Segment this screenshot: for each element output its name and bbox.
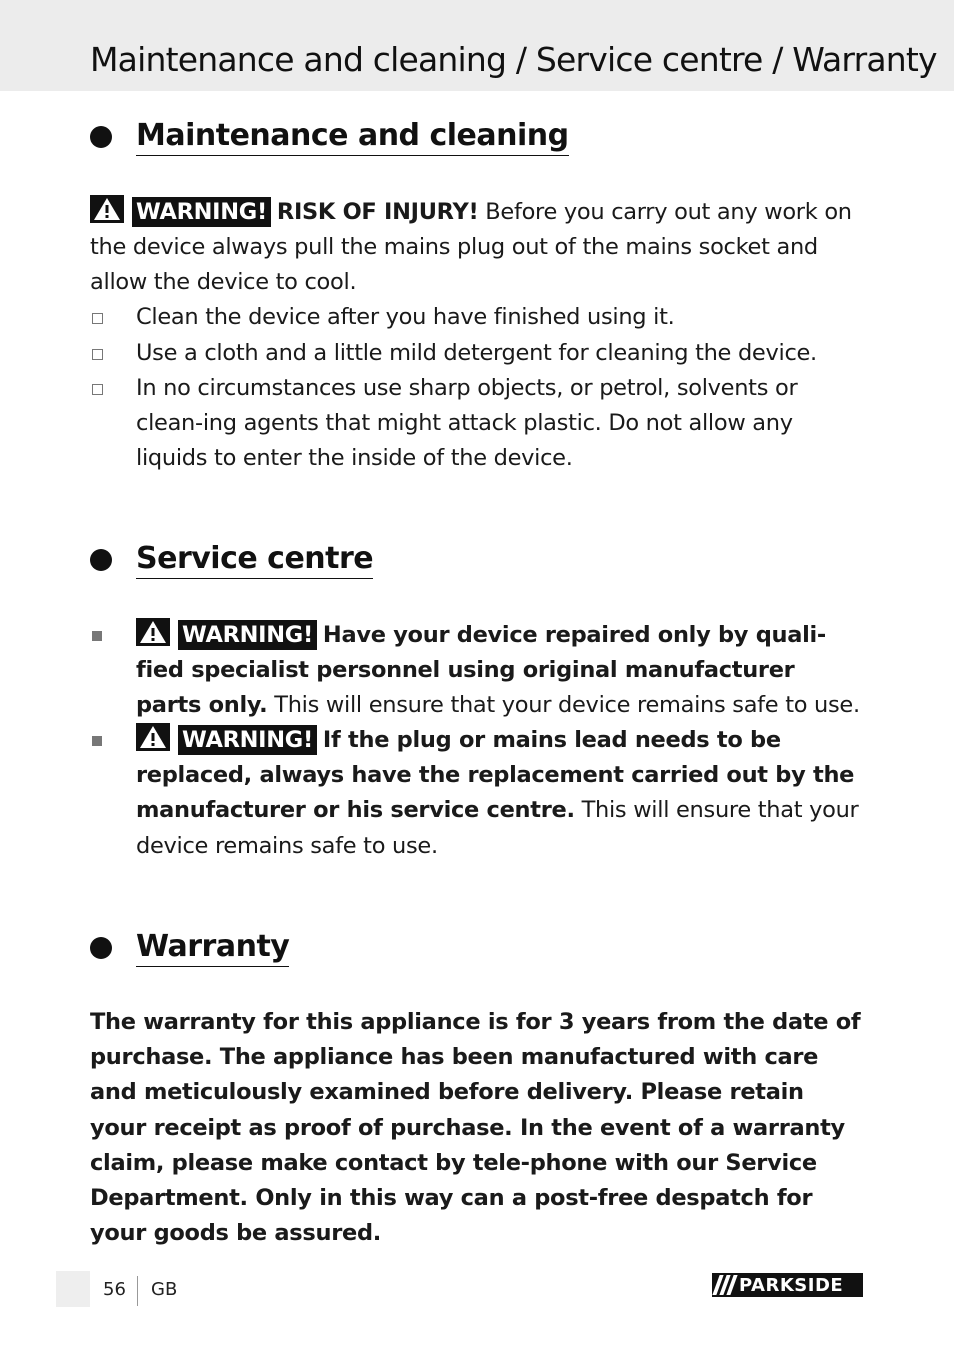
warning-label: WARNING! [178,725,317,755]
heading-bullet-icon [90,126,112,148]
brand-stripes-icon [716,1275,734,1295]
heading-warranty [90,929,289,967]
checkbox-bullet-icon [92,384,103,395]
brand-name: PARKSIDE [739,1274,844,1296]
list-item-text: In no circumstances use sharp objects, or petrol, solvents or clean-ing agents that might attack plastic. Do not allow any liquids to enter the inside of the device. [136,375,798,472]
warning-label: WARNING! [178,620,317,650]
heading-service-centre [90,541,373,579]
service-item-bold-text: If the plug or mains lead needs to be replaced, always have the replacement carried out by the manufacturer or his service centre. [136,727,855,824]
square-bullet-icon [92,736,102,746]
warranty-text: The warranty for this appliance is for 3 years from the date of purchase. The appliance has been manufactured with care and meticulously examined before delivery. Please retain your receipt as proof of purchase. In the event of a warranty claim, please make contact by tele-phone with our Service Department. Only in this way can a post-free despatch for your goods be assured. [90,1009,861,1247]
heading-maintenance [90,118,569,156]
warning-triangle-icon [90,195,124,223]
warning-label: WARNING! [132,197,271,227]
heading-warranty-text: Warranty [136,929,289,967]
service-item-normal-text: This will ensure that your device remains safe to use. [274,692,860,719]
maintenance-warning-paragraph [90,195,862,301]
heading-service-centre-text: Service centre [136,541,373,579]
language-code: GB [151,1279,178,1300]
maintenance-intro-text: Before you carry out any work on the device always pull the mains plug out of the mains socket and allow the device to cool. [90,199,852,296]
warning-triangle-icon [136,723,170,751]
service-item-normal-text: This will ensure that your device remains safe to use. [136,797,859,859]
heading-maintenance-text: Maintenance and cleaning [136,118,569,156]
footer-divider [137,1276,138,1306]
risk-label: RISK OF INJURY! [276,199,479,225]
page-title: Maintenance and cleaning / Service centre / Warranty [90,40,937,79]
checkbox-bullet-icon [92,313,103,324]
brand-logo [712,1273,863,1297]
list-item-text: Use a cloth and a little mild detergent for cleaning the device. [136,340,817,366]
heading-bullet-icon [90,549,112,571]
page-number: 56 [103,1279,126,1300]
list-item-text: Clean the device after you have finished using it. [136,304,675,330]
checkbox-bullet-icon [92,349,103,360]
warning-triangle-icon [136,618,170,646]
service-item-text [136,618,862,724]
square-bullet-icon [92,631,102,641]
service-item-bold-text: Have your device repaired only by quali-fied specialist personnel using original manufacturer parts only. [136,622,826,719]
footer-page-box [56,1271,90,1307]
service-item-text [136,723,862,864]
heading-bullet-icon [90,937,112,959]
